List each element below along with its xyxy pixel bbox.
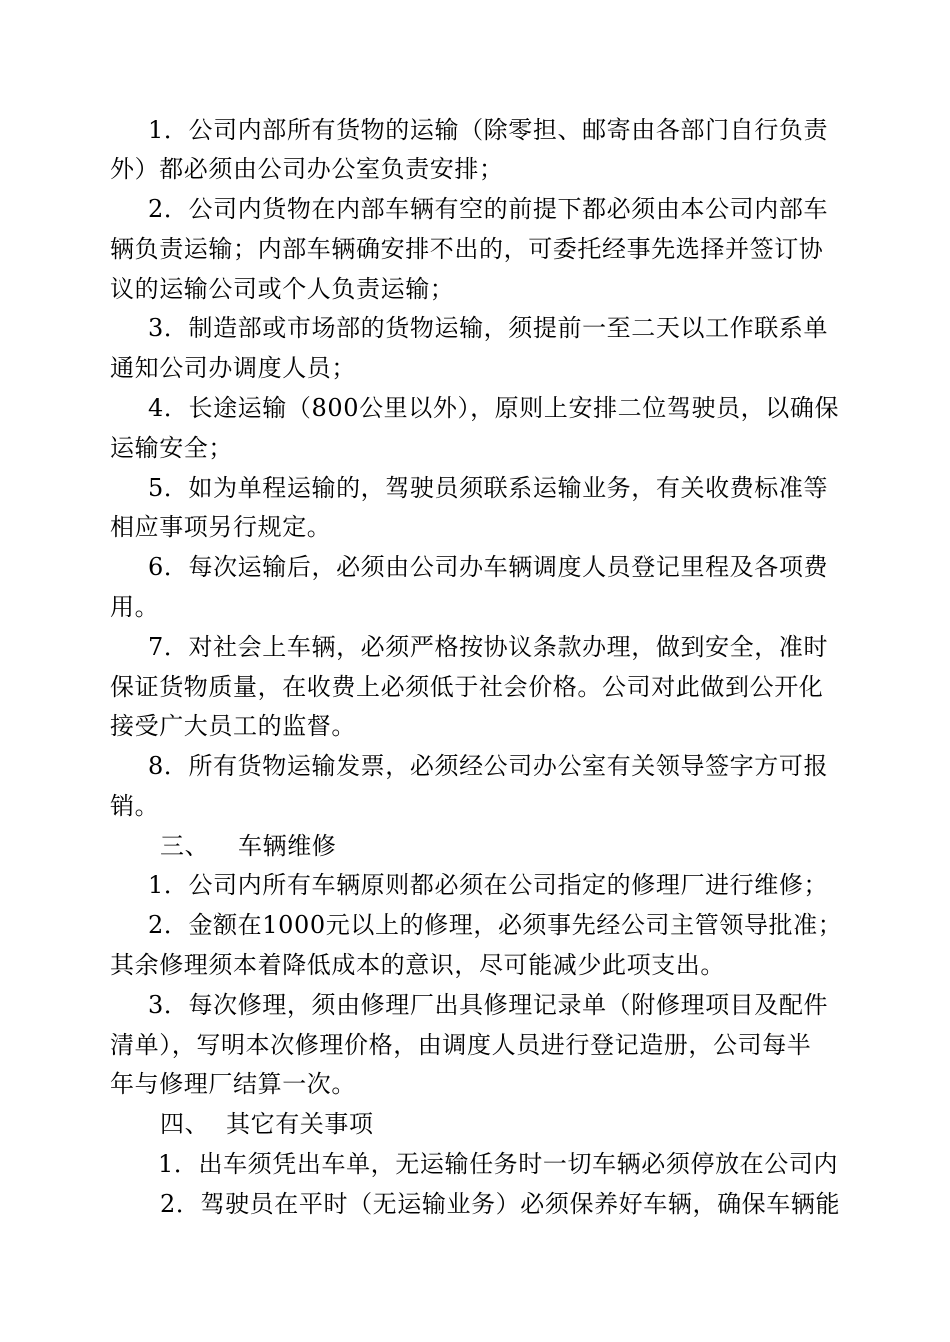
- text-line: 4．长途运输（800公里以外），原则上安排二位驾驶员，以确保: [148, 394, 840, 422]
- text-line: 8．所有货物运输发票，必须经公司办公室有关领导签字方可报: [148, 752, 829, 780]
- text-line: 5．如为单程运输的，驾驶员须联系运输业务，有关收费标准等: [148, 474, 829, 502]
- text-line: 3．制造部或市场部的货物运输，须提前一至二天以工作联系单: [148, 314, 829, 342]
- text-line: 6．每次运输后，必须由公司办车辆调度人员登记里程及各项费: [148, 553, 829, 581]
- text-line: 2．驾驶员在平时（无运输业务）必须保养好车辆，确保车辆能: [160, 1190, 841, 1218]
- section-heading: 其它有关事项: [226, 1110, 374, 1138]
- text-line: 2．金额在1000元以上的修理，必须事先经公司主管领导批准；: [148, 911, 843, 939]
- text-line: 销。: [110, 792, 160, 820]
- text-line: 通知公司办调度人员；: [110, 354, 356, 382]
- text-line: 清单），写明本次修理价格，由调度人员进行登记造册，公司每半: [110, 1031, 812, 1059]
- text-line: 其余修理须本着降低成本的意识，尽可能减少此项支出。: [110, 951, 725, 979]
- section-heading: 车辆维修: [238, 832, 337, 860]
- text-line: 3．每次修理，须由修理厂出具修理记录单（附修理项目及配件: [148, 991, 829, 1019]
- section-number: 四、: [160, 1110, 210, 1138]
- text-line: 1．公司内部所有货物的运输（除零担、邮寄由各部门自行负责: [148, 116, 829, 144]
- text-line: 保证货物质量，在收费上必须低于社会价格。公司对此做到公开化: [110, 673, 824, 701]
- text-line: 接受广大员工的监督。: [110, 712, 356, 740]
- text-line: 2．公司内货物在内部车辆有空的前提下都必须由本公司内部车: [148, 195, 829, 223]
- text-line: 1．公司内所有车辆原则都必须在公司指定的修理厂进行维修；: [148, 871, 829, 899]
- text-line: 运输安全；: [110, 434, 233, 462]
- text-line: 年与修理厂结算一次。: [110, 1070, 356, 1098]
- text-line: 议的运输公司或个人负责运输；: [110, 275, 455, 303]
- section-number: 三、: [160, 832, 210, 860]
- text-line: 外）都必须由公司办公室负责安排；: [110, 155, 504, 183]
- text-line: 用。: [110, 593, 160, 621]
- text-line: 辆负责运输；内部车辆确安排不出的，可委托经事先选择并签订协: [110, 235, 824, 263]
- text-line: 1．出车须凭出车单，无运输任务时一切车辆必须停放在公司内: [158, 1150, 839, 1178]
- text-line: 相应事项另行规定。: [110, 513, 332, 541]
- text-line: 7．对社会上车辆，必须严格按协议条款办理，做到安全，准时: [148, 633, 829, 661]
